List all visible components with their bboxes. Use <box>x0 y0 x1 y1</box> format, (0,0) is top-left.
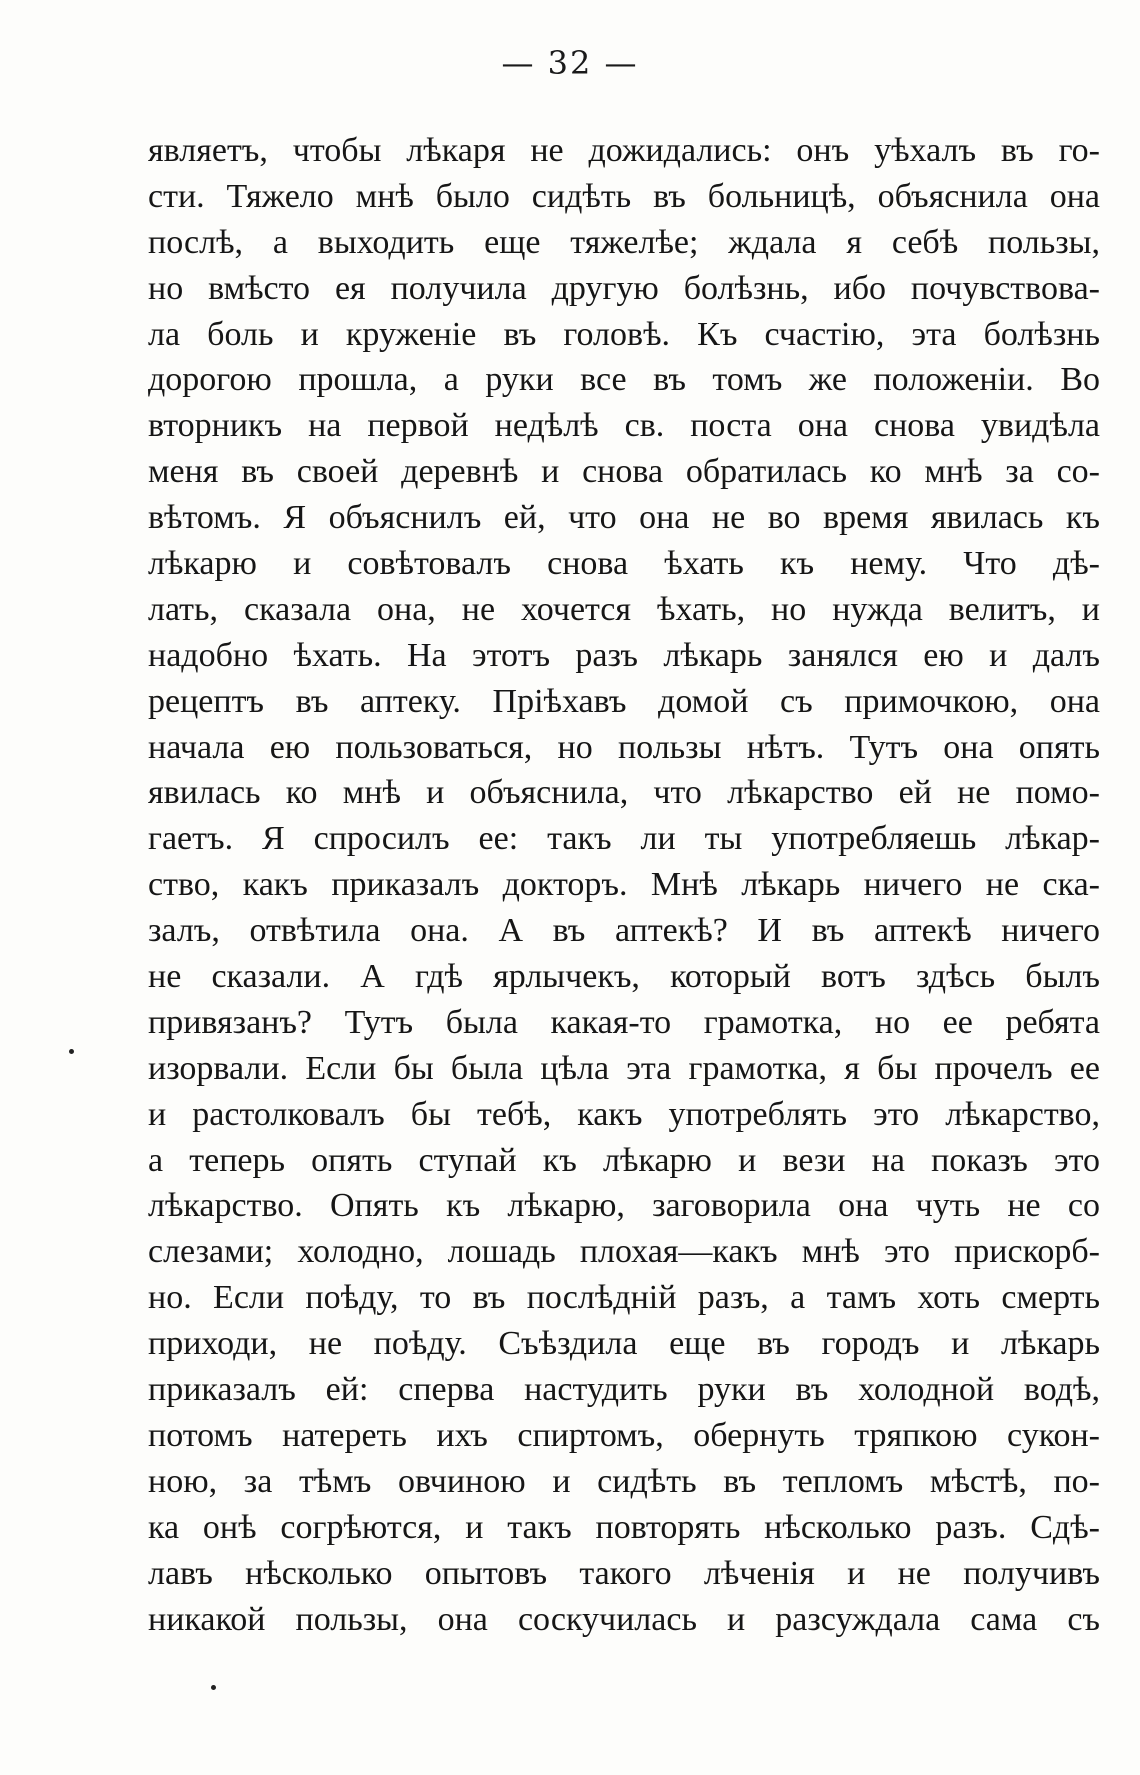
text-line: привязанъ? Тутъ была какая-то грамотка, но ее ребята <box>148 1003 1100 1041</box>
text-line: вѣтомъ. Я объяснилъ ей, что она не во время явилась къ <box>148 499 1100 537</box>
text-line: лавъ нѣсколько опытовъ такого лѣченія и не получивъ <box>148 1554 1100 1592</box>
text-line: приходи, не поѣду. Съѣздила еще въ городъ и лѣкарь <box>148 1325 1100 1363</box>
text-line: лать, сказала она, не хочется ѣхать, но нужда велитъ, и <box>148 590 1100 628</box>
text-line: ною, за тѣмъ овчиною и сидѣть въ тепломъ мѣстѣ, по- <box>148 1462 1100 1500</box>
text-line: но вмѣсто ея получила другую болѣзнь, ибо почувствова- <box>148 269 1100 307</box>
text-line: вторникъ на первой недѣлѣ св. поста она снова увидѣла <box>148 407 1100 445</box>
text-line: послѣ, а выходить еще тяжелѣе; ждала я себѣ пользы, <box>148 223 1100 261</box>
text-line: потомъ натереть ихъ спиртомъ, обернуть тряпкою сукон- <box>148 1416 1100 1454</box>
text-line: залъ, отвѣтила она. А въ аптекѣ? И въ аптекѣ ничего <box>148 912 1100 950</box>
text-line: явилась ко мнѣ и объяснила, что лѣкарство ей не помо- <box>148 774 1100 812</box>
page-number: — 32 — <box>501 44 639 82</box>
text-line: рецептъ въ аптеку. Пріѣхавъ домой съ примочкою, она <box>148 682 1100 720</box>
text-line: сти. Тяжело мнѣ было сидѣть въ больницѣ, объяснила она <box>148 177 1100 215</box>
text-line: не сказали. А гдѣ ярлычекъ, который вотъ здѣсь былъ <box>148 958 1100 996</box>
text-line: но. Если поѣду, то въ послѣдній разъ, а тамъ хоть смерть <box>148 1279 1100 1317</box>
text-line: ство, какъ приказалъ докторъ. Мнѣ лѣкарь ничего не ска- <box>148 866 1100 904</box>
text-line: меня въ своей деревнѣ и снова обратилась ко мнѣ за со- <box>148 453 1100 491</box>
text-line: лѣкарю и совѣтовалъ снова ѣхать къ нему. Что дѣ- <box>148 545 1100 583</box>
text-line: дорогою прошла, а руки все въ томъ же положеніи. Во <box>148 361 1100 399</box>
text-line: гаетъ. Я спросилъ ее: такъ ли ты употребляешь лѣкар- <box>148 820 1100 858</box>
text-line: никакой пользы, она соскучилась и разсуждала сама съ <box>148 1600 1100 1638</box>
text-line: ка онѣ согрѣются, и такъ повторять нѣсколько разъ. Сдѣ- <box>148 1508 1100 1546</box>
text-line: и растолковалъ бы тебѣ, какъ употреблять это лѣкарство, <box>148 1095 1100 1133</box>
text-line: надобно ѣхать. На этотъ разъ лѣкарь занялся ею и далъ <box>148 636 1100 674</box>
text-line: а теперь опять ступай къ лѣкарю и вези на показъ это <box>148 1141 1100 1179</box>
ink-speck <box>211 1685 216 1690</box>
text-line: изорвали. Если бы была цѣла эта грамотка, я бы прочелъ ее <box>148 1049 1100 1087</box>
text-line: слезами; холодно, лошадь плохая—какъ мнѣ это прискорб- <box>148 1233 1100 1271</box>
text-line: являетъ, чтобы лѣкаря не дожидались: онъ уѣхалъ въ го- <box>148 132 1100 169</box>
text-line: приказалъ ей: сперва настудить руки въ холодной водѣ, <box>148 1371 1100 1409</box>
text-line: лѣкарство. Опять къ лѣкарю, заговорила она чуть не со <box>148 1187 1100 1225</box>
text-line: начала ею пользоваться, но пользы нѣтъ. Тутъ она опять <box>148 728 1100 766</box>
body-text <box>148 128 1100 1642</box>
text-line: ла боль и круженіе въ головѣ. Къ счастію, эта болѣзнь <box>148 315 1100 353</box>
ink-speck <box>69 1049 74 1054</box>
